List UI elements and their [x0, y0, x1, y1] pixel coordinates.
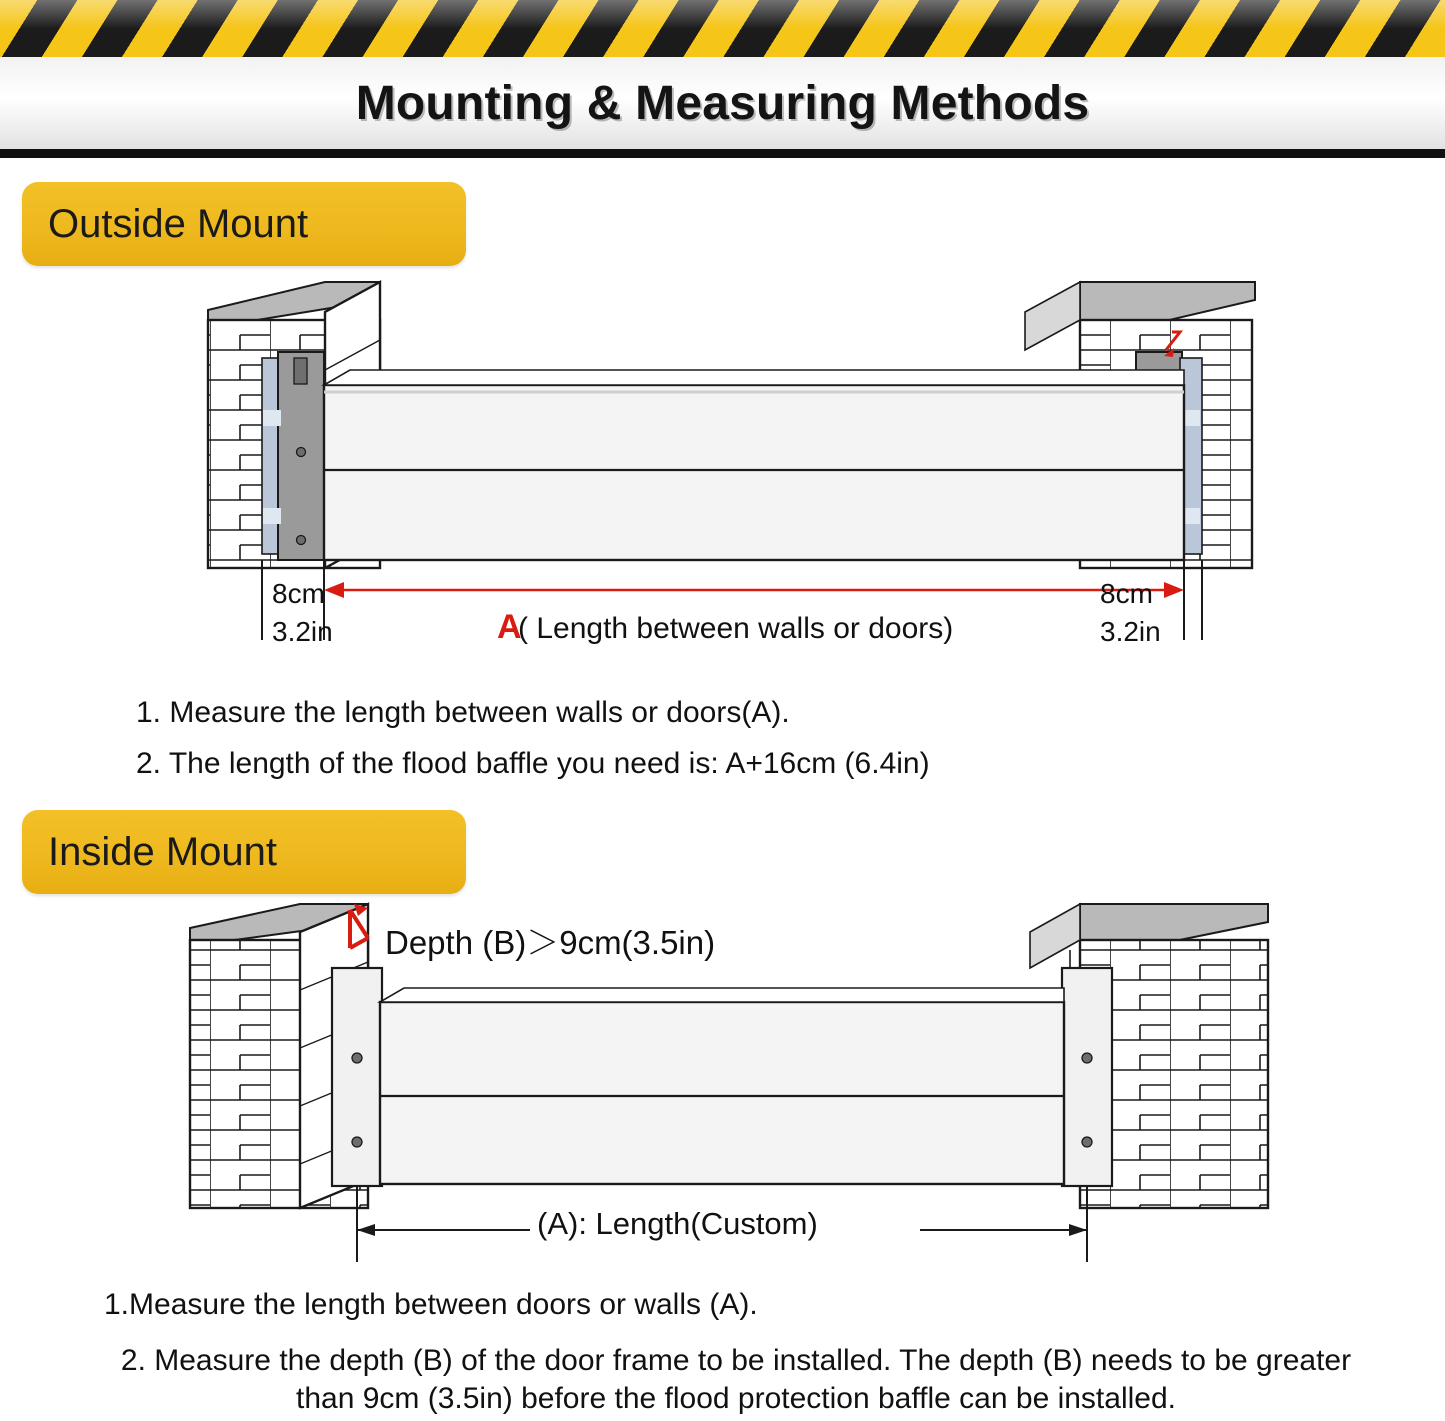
outside-span-letter: A: [497, 608, 522, 646]
inside-instruction-2: 2. Measure the depth (B) of the door frame to be installed. The depth (B) needs to be greater than 9cm (3.5in) before the flood protection baffle can be installed.: [120, 1344, 1352, 1415]
hazard-stripe-gloss: [0, 0, 1445, 29]
section-pill-inside-label: Inside Mount: [48, 829, 278, 874]
outside-span-label: ( Length between walls or doors): [518, 612, 954, 645]
outside-right-overlap-in: 3.2in: [1100, 616, 1161, 647]
outside-left-overlap-cm: 8cm: [272, 578, 325, 609]
inside-span-label: (A): Length(Custom): [537, 1206, 818, 1241]
title-band: [0, 57, 1445, 158]
inside-instruction-1: 1.Measure the length between doors or walls (A).: [104, 1288, 758, 1321]
outside-right-overlap-cm: 8cm: [1100, 578, 1153, 609]
outside-instruction-1: 1. Measure the length between walls or doors(A).: [136, 696, 790, 729]
section-pill-outside-mount: [22, 182, 466, 266]
hazard-stripe-banner: [0, 0, 1445, 60]
inside-depth-label: Depth (B)＞9cm(3.5in): [385, 924, 716, 961]
outside-instruction-2: 2. The length of the flood baffle you need is: A+16cm (6.4in): [136, 747, 930, 780]
section-pill-outside-label: Outside Mount: [48, 201, 309, 246]
page-title: Mounting & Measuring Methods: [355, 76, 1090, 130]
section-pill-inside-mount: [22, 810, 466, 894]
outside-left-overlap-in: 3.2in: [272, 616, 333, 647]
